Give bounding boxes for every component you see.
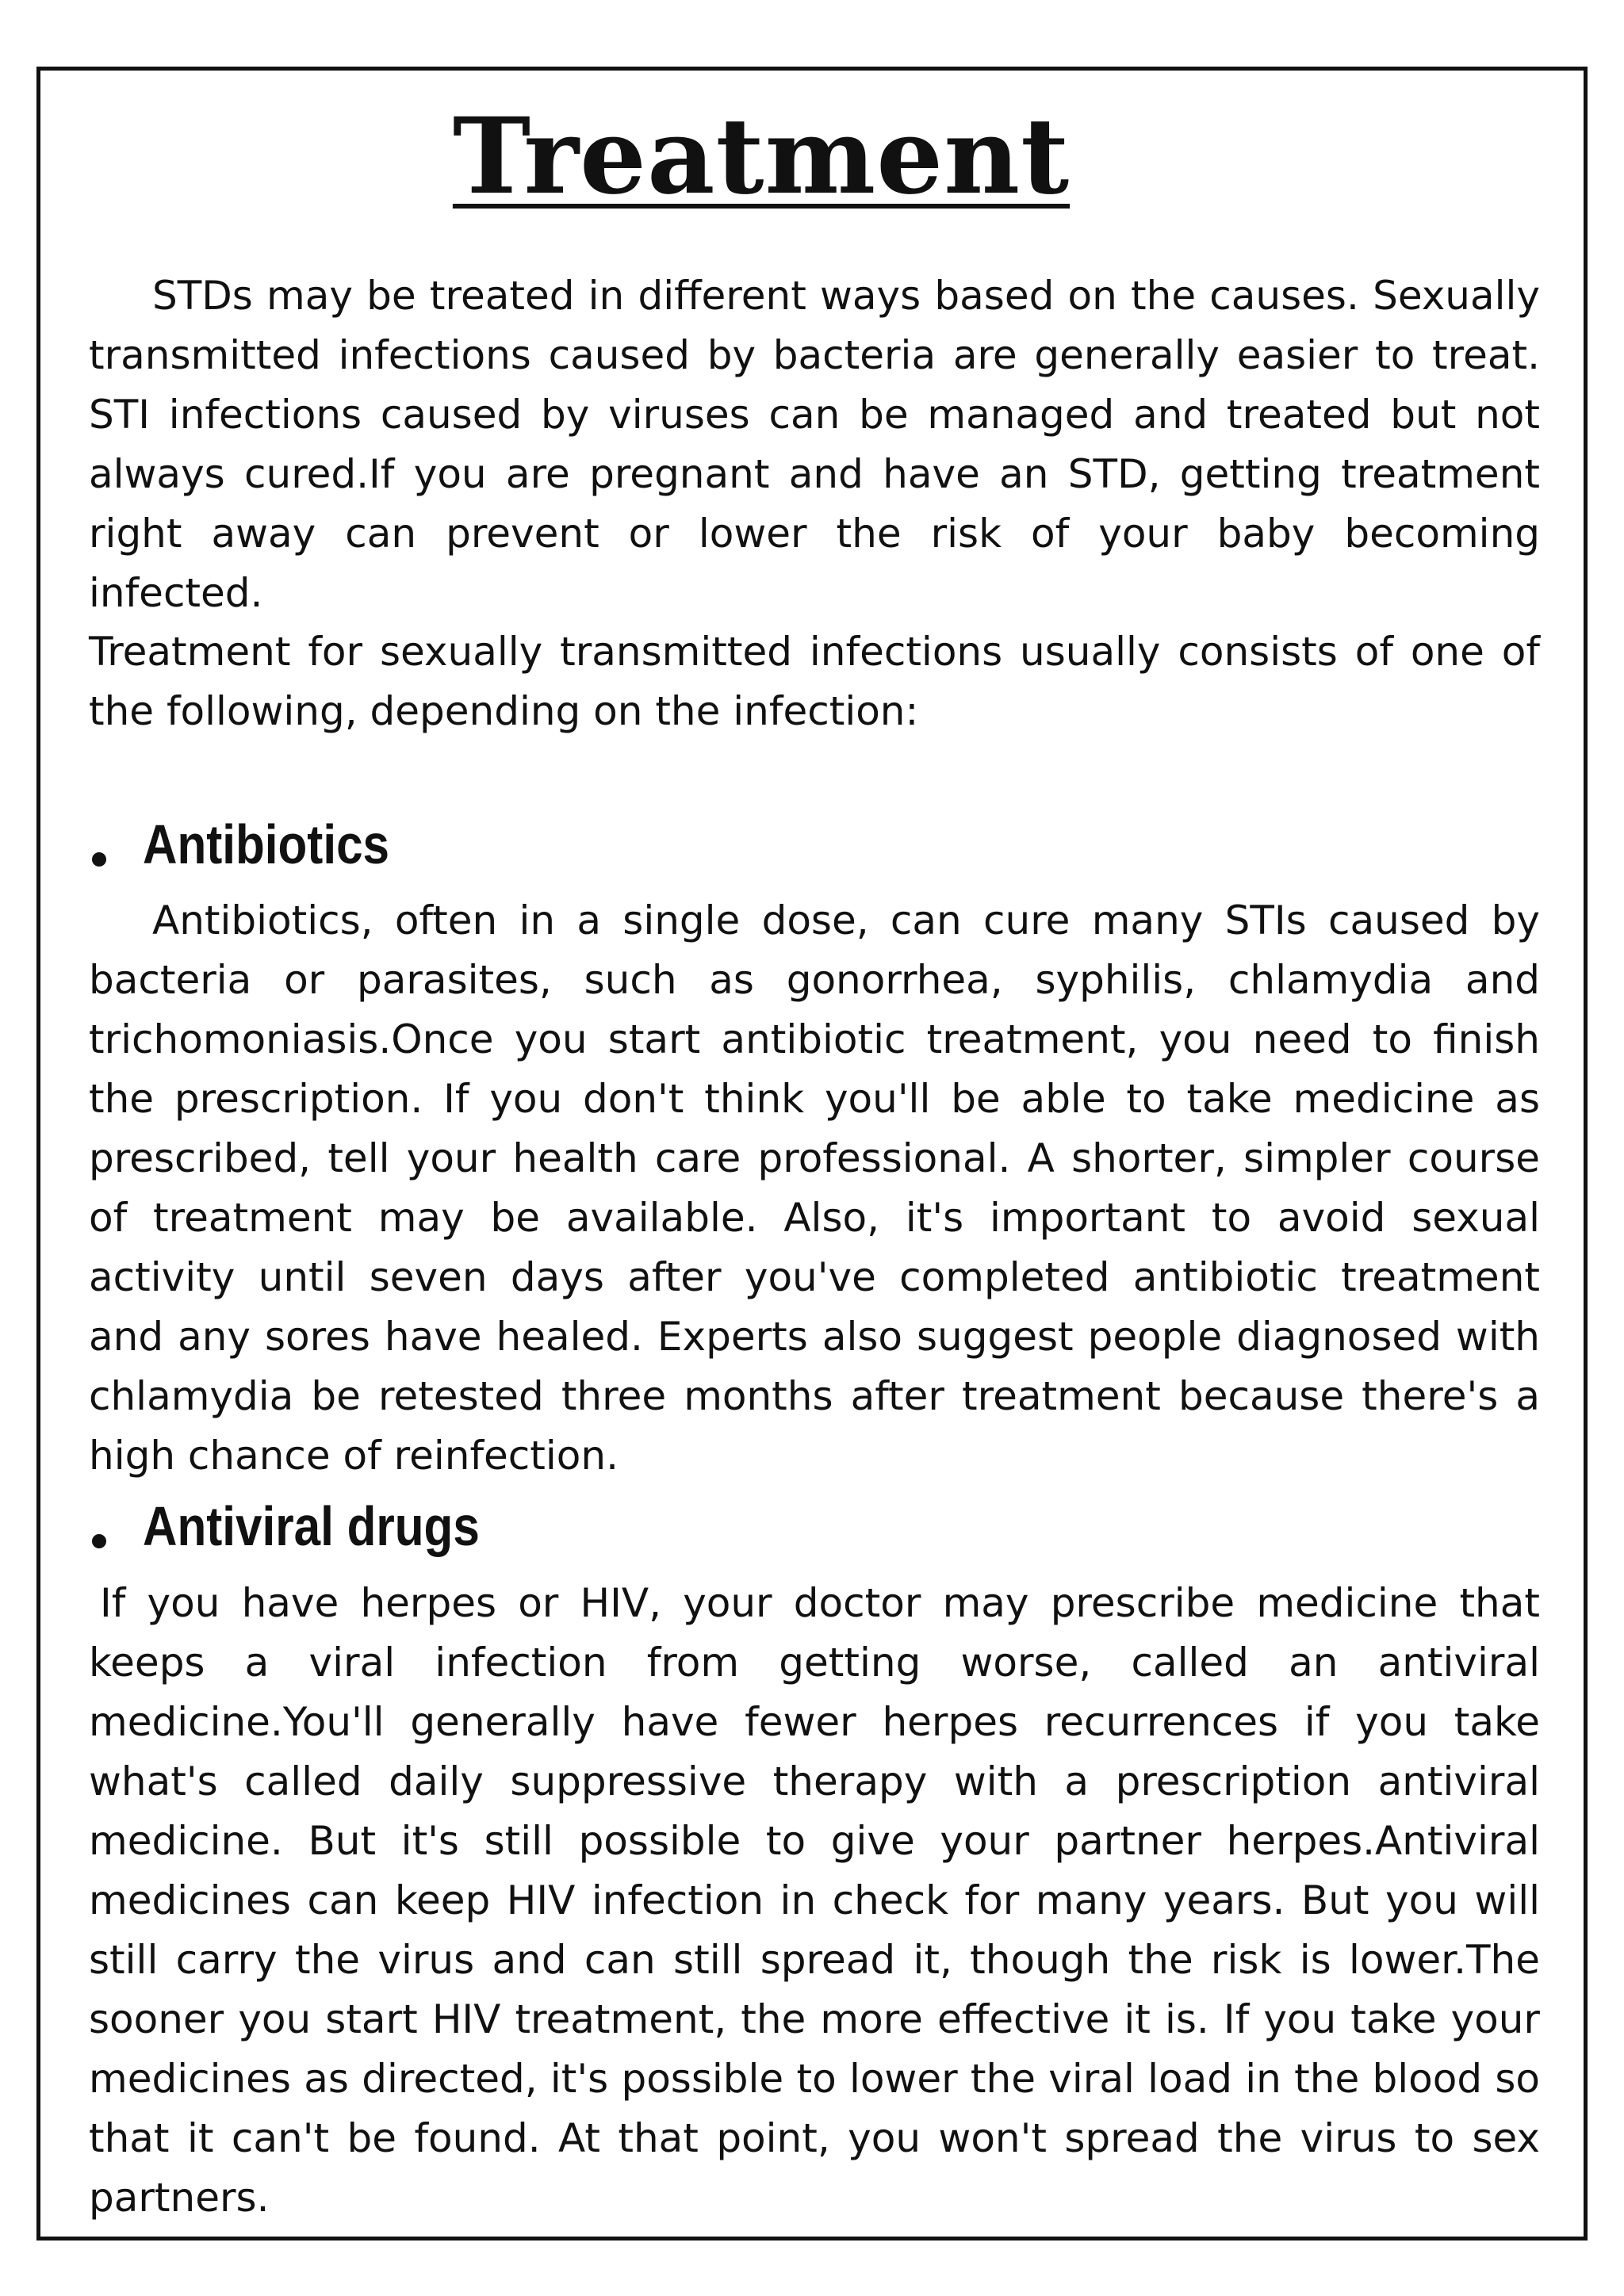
section-text-antibiotics: Antibiotics, often in a single dose, can cure many STIs caused by bacteria or parasites, such as gonorrhea, syphilis, chlamydia and trichomoniasis.Once you start antibiotic treatment, you need to finish the prescription. If you don't think you'll be able to take medicine as prescribed, tell your health care professional. A shorter, simpler course of treatment may be available. Also, it's important to avoid sexual activity until seven days after you've completed antibiotic treatment and any sores have healed. Experts also suggest people diagnosed with chlamydia be retested three months after treatment because there's a high chance of reinfection.: [89, 897, 1540, 1479]
bullet-antiviral-drugs: [92, 1534, 106, 1548]
intro-paragraph: STDs may be treated in different ways based on the causes. Sexually transmitted infections caused by bacteria are generally easier to treat. STI infections caused by viruses can be managed and treated but not always cured.If you are pregnant and have an STD, getting treatment right away can prevent or lower the risk of your baby becoming infected.: [89, 273, 1540, 616]
bullet-antibiotics: [92, 852, 106, 867]
section-heading-antiviral-drugs: Antiviral drugs: [143, 1495, 480, 1557]
section-heading-antibiotics: Antibiotics: [143, 813, 390, 875]
lead-paragraph: Treatment for sexually transmitted infections usually consists of one of the following, depending on the infection:: [89, 629, 1540, 734]
section-text-antiviral-drugs: If you have herpes or HIV, your doctor may prescribe medicine that keeps a viral infection from getting worse, called an antiviral medicine.You'll generally have fewer herpes recurrences if you take what's called daily suppressive therapy with a prescription antiviral medicine. But it's still possible to give your partner herpes.Antiviral medicines can keep HIV infection in check for many years. But you will still carry the virus and can still spread it, though the risk is lower.The sooner you start HIV treatment, the more effective it is. If you take your medicines as directed, it's possible to lower the viral load in the blood so that it can't be found. At that point, you won't spread the virus to sex partners.: [89, 1580, 1540, 2221]
page-title-text: Treatment: [452, 95, 1071, 218]
page-title: [0, 94, 1522, 220]
